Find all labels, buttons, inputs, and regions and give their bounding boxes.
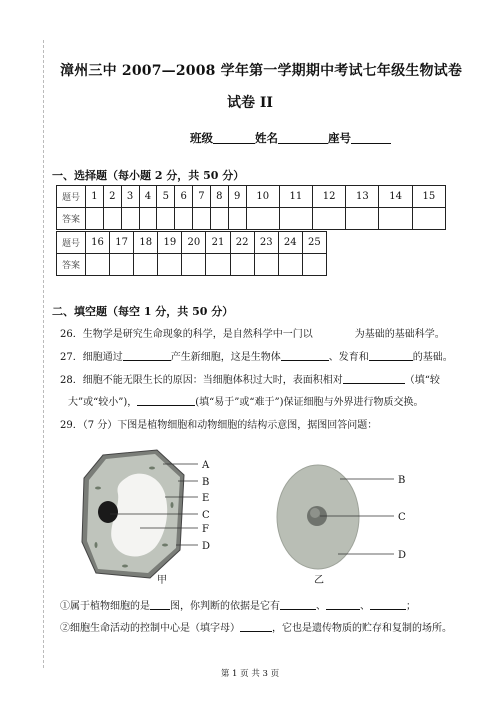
plant-label-a: A: [202, 460, 210, 471]
q29-1-blank-4[interactable]: [370, 599, 406, 610]
q29-1-text-b: 图，你判断的依据是它有: [170, 601, 280, 612]
question-number: 22: [230, 232, 254, 254]
section-1-heading: 一、选择题（每小题 2 分，共 50 分）: [52, 169, 245, 182]
plant-nucleus: [98, 501, 118, 523]
question-number: 8: [210, 186, 228, 208]
answer-label: 答案: [57, 208, 86, 230]
name-label: 姓名: [255, 131, 278, 145]
plant-label-e: E: [202, 493, 210, 504]
q29-1-text-a: ①属于植物细胞的是: [60, 601, 150, 612]
row-label: 题号: [57, 186, 86, 208]
q26-text-b: 为基础的基础科学。: [354, 329, 445, 340]
chloroplast: [122, 565, 128, 568]
question-number: 3: [121, 186, 139, 208]
question-number: 17: [110, 232, 134, 254]
plant-label-b: B: [202, 477, 210, 488]
chloroplast: [171, 502, 174, 508]
chloroplast: [149, 467, 155, 470]
question-number: 21: [206, 232, 230, 254]
plant-caption: 甲: [157, 575, 167, 586]
q28-text-c: 大”或“较小”)，: [68, 397, 138, 408]
question-number: 7: [193, 186, 211, 208]
animal-label-d: D: [398, 550, 407, 561]
exam-subtitle: 试卷 II: [227, 95, 273, 111]
question-number: 15: [412, 186, 445, 208]
q28-text-b: （填“较: [404, 375, 440, 386]
chloroplast: [95, 542, 98, 548]
question-number: 24: [278, 232, 302, 254]
chloroplast: [162, 544, 168, 547]
q29-2-blank[interactable]: [240, 621, 272, 632]
seat-label: 座号: [328, 131, 351, 145]
question-number: 11: [279, 186, 312, 208]
q29-1-text-c: 、: [316, 601, 326, 612]
question-number: 23: [254, 232, 278, 254]
q29-2-text-b: ，它也是遗传物质的贮存和复制的场所。: [272, 623, 452, 634]
answer-label: 答案: [57, 254, 86, 276]
row-label: 题号: [57, 232, 86, 254]
q26-text-a: 26．生物学是研究生命现象的科学，是自然科学中一门以: [60, 329, 313, 340]
animal-label-b: B: [398, 475, 406, 486]
plant-label-c: C: [202, 510, 210, 521]
plant-label-d: D: [202, 541, 211, 552]
animal-nucleus-highlight: [310, 508, 320, 518]
q27-text-b: 产生新细胞，这是生物体: [170, 352, 281, 363]
question-number: 13: [346, 186, 379, 208]
plant-label-f: F: [202, 524, 209, 535]
q27-text-a: 27．细胞通过: [60, 352, 123, 363]
animal-cell: [277, 465, 406, 586]
question-number: 25: [302, 232, 326, 254]
q29-2-text-a: ②细胞生命活动的控制中心是（填字母）: [60, 623, 240, 634]
question-number: 16: [86, 232, 110, 254]
q28-text-a: 28．细胞不能无限生长的原因：当细胞体积过大时，表面积相对: [60, 375, 343, 386]
question-number: 5: [157, 186, 175, 208]
question-number: 10: [246, 186, 279, 208]
exam-title: 漳州三中 2007—2008 学年第一学期期中考试七年级生物试卷: [60, 63, 463, 79]
section-2-heading: 二、填空题（每空 1 分，共 50 分）: [52, 305, 234, 318]
animal-caption: 乙: [314, 575, 324, 586]
q28-text-d: (填“易于”或“难于”)保证细胞与外界进行物质交换。: [195, 397, 424, 408]
q27-text-d: 的基础。: [412, 352, 453, 363]
q29-1-text-e: ；: [406, 601, 416, 612]
plant-cell: [82, 450, 210, 586]
question-number: 2: [103, 186, 121, 208]
question-29: 29．（7 分）下图是植物细胞和动物细胞的结构示意图，据图回答问题：: [60, 420, 378, 431]
question-number: 12: [313, 186, 346, 208]
question-number: 4: [139, 186, 157, 208]
q29-1-blank-3[interactable]: [326, 599, 360, 610]
page-footer: 第 1 页 共 3 页: [220, 669, 280, 679]
question-number: 1: [86, 186, 104, 208]
q29-1-text-d: 、: [360, 601, 370, 612]
question-number: 20: [182, 232, 206, 254]
question-number: 9: [228, 186, 246, 208]
q29-1-blank-1[interactable]: [150, 599, 170, 610]
animal-label-c: C: [398, 512, 406, 523]
class-label: 班级: [190, 131, 213, 145]
q27-text-c: 、发育和: [328, 352, 369, 363]
q29-1-blank-2[interactable]: [280, 599, 316, 610]
question-number: 14: [379, 186, 412, 208]
question-number: 18: [134, 232, 158, 254]
question-number: 19: [158, 232, 182, 254]
question-number: 6: [175, 186, 193, 208]
question-29-2: [60, 619, 452, 634]
question-29-1: [60, 597, 416, 612]
chloroplast: [95, 487, 101, 490]
